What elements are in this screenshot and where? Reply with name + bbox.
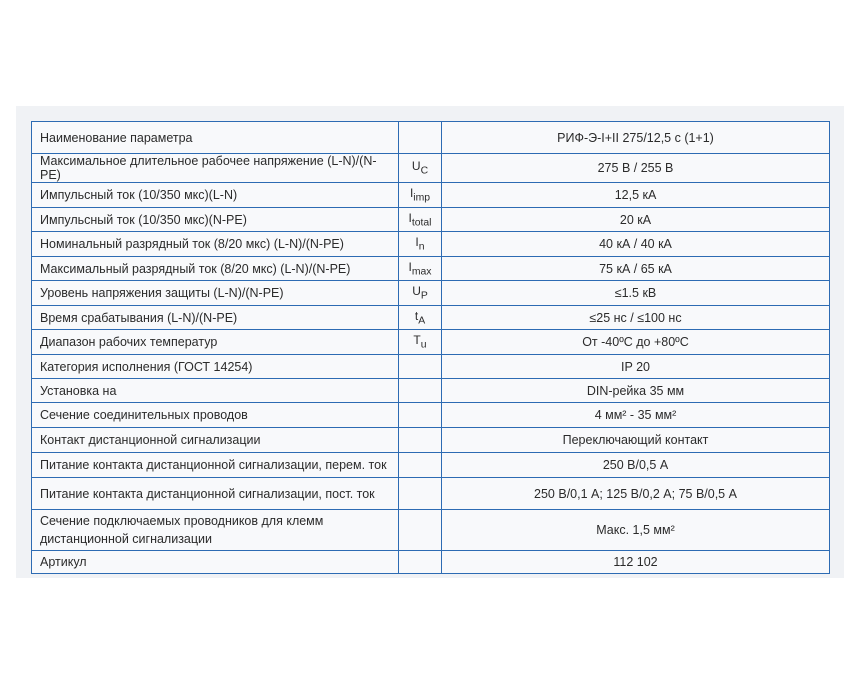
table-row: [32, 208, 830, 232]
symbol-letter: I: [415, 235, 419, 250]
param-name-cell: Контакт дистанционной сигнализации: [32, 428, 399, 453]
table-row: [32, 355, 830, 379]
table-row: [32, 379, 830, 403]
param-symbol-cell: [399, 154, 442, 183]
param-name-cell: Номинальный разрядный ток (8/20 мкс) (L-N)/(N-PE): [32, 232, 399, 257]
param-value-cell: 275 В / 255 В: [442, 154, 830, 183]
symbol-subscript: C: [420, 165, 429, 177]
table-row: [32, 154, 830, 183]
symbol-letter: U: [411, 159, 421, 174]
param-value-cell: 250 В/0,1 А; 125 В/0,2 А; 75 В/0,5 А: [442, 478, 830, 510]
param-symbol-cell: [399, 428, 442, 453]
param-name-cell: Питание контакта дистанционной сигнализации, пост. ток: [32, 478, 399, 510]
table-row: [32, 183, 830, 208]
param-name-cell: Сечение подключаемых проводников для клемм дистанционной сигнализации: [32, 510, 399, 551]
param-value-cell: 40 кА / 40 кА: [442, 232, 830, 257]
param-symbol-cell: [399, 257, 442, 281]
param-symbol-cell: [399, 306, 442, 330]
symbol-letter: U: [412, 284, 421, 299]
param-name-cell: Импульсный ток (10/350 мкс)(L-N): [32, 183, 399, 208]
param-value-cell: DIN-рейка 35 мм: [442, 379, 830, 403]
param-name-cell: Категория исполнения (ГОСТ 14254): [32, 355, 399, 379]
header-value-cell: РИФ-Э-I+II 275/12,5 с (1+1): [442, 122, 830, 154]
param-symbol-cell: [399, 478, 442, 510]
param-value-cell: 12,5 кА: [442, 183, 830, 208]
param-value-cell: От -40ºС до +80ºС: [442, 330, 830, 355]
param-value-cell: 112 102: [442, 551, 830, 574]
param-value-cell: IP 20: [442, 355, 830, 379]
symbol-subscript: u: [420, 339, 427, 351]
param-symbol-cell: [399, 183, 442, 208]
header-symbol-cell: [399, 122, 442, 154]
header-name-cell: Наименование параметра: [32, 122, 399, 154]
symbol-subscript: P: [420, 290, 428, 302]
symbol-letter: I: [408, 259, 412, 274]
table-row: [32, 330, 830, 355]
param-symbol-cell: [399, 232, 442, 257]
param-name-cell: Максимальное длительное рабочее напряжение (L-N)/(N-PE): [32, 154, 399, 183]
param-value-cell: 250 В/0,5 А: [442, 453, 830, 478]
table-row: [32, 403, 830, 428]
table-row: [32, 453, 830, 478]
symbol-letter: I: [408, 210, 412, 225]
param-value-cell: 20 кА: [442, 208, 830, 232]
table-row: [32, 257, 830, 281]
symbol-subscript: max: [411, 266, 432, 278]
param-value-cell: ≤25 нс / ≤100 нс: [442, 306, 830, 330]
specification-table: [31, 121, 830, 574]
table-row: [32, 551, 830, 574]
table-row: [32, 281, 830, 306]
table-row: [32, 478, 830, 510]
param-name-cell: Установка на: [32, 379, 399, 403]
symbol-subscript: n: [418, 241, 425, 253]
table-row: [32, 232, 830, 257]
param-symbol-cell: [399, 281, 442, 306]
param-name-cell: Питание контакта дистанционной сигнализации, перем. ток: [32, 453, 399, 478]
param-name-cell: Сечение соединительных проводов: [32, 403, 399, 428]
param-value-cell: 75 кА / 65 кА: [442, 257, 830, 281]
param-symbol-cell: [399, 551, 442, 574]
symbol-subscript: A: [418, 315, 426, 327]
param-name-cell: Диапазон рабочих температур: [32, 330, 399, 355]
param-name-cell: Время срабатывания (L-N)/(N-PE): [32, 306, 399, 330]
param-symbol-cell: [399, 355, 442, 379]
table-row: [32, 306, 830, 330]
param-symbol-cell: [399, 453, 442, 478]
param-name-cell: Артикул: [32, 551, 399, 574]
symbol-subscript: imp: [413, 192, 431, 204]
param-symbol-cell: [399, 330, 442, 355]
table-row: [32, 510, 830, 551]
symbol-subscript: total: [411, 217, 432, 229]
param-value-cell: Макс. 1,5 мм²: [442, 510, 830, 551]
param-symbol-cell: [399, 379, 442, 403]
param-value-cell: 4 мм² - 35 мм²: [442, 403, 830, 428]
symbol-letter: t: [414, 308, 419, 323]
symbol-letter: I: [409, 186, 414, 201]
param-name-cell: Импульсный ток (10/350 мкс)(N-PE): [32, 208, 399, 232]
param-name-cell: Уровень напряжения защиты (L-N)/(N-PE): [32, 281, 399, 306]
table-row: [32, 428, 830, 453]
table-header-row: [32, 122, 830, 154]
param-symbol-cell: [399, 510, 442, 551]
symbol-letter: T: [413, 333, 421, 348]
param-value-cell: Переключающий контакт: [442, 428, 830, 453]
param-symbol-cell: [399, 208, 442, 232]
param-symbol-cell: [399, 403, 442, 428]
param-value-cell: ≤1.5 кВ: [442, 281, 830, 306]
param-name-cell: Максимальный разрядный ток (8/20 мкс) (L-N)/(N-PE): [32, 257, 399, 281]
